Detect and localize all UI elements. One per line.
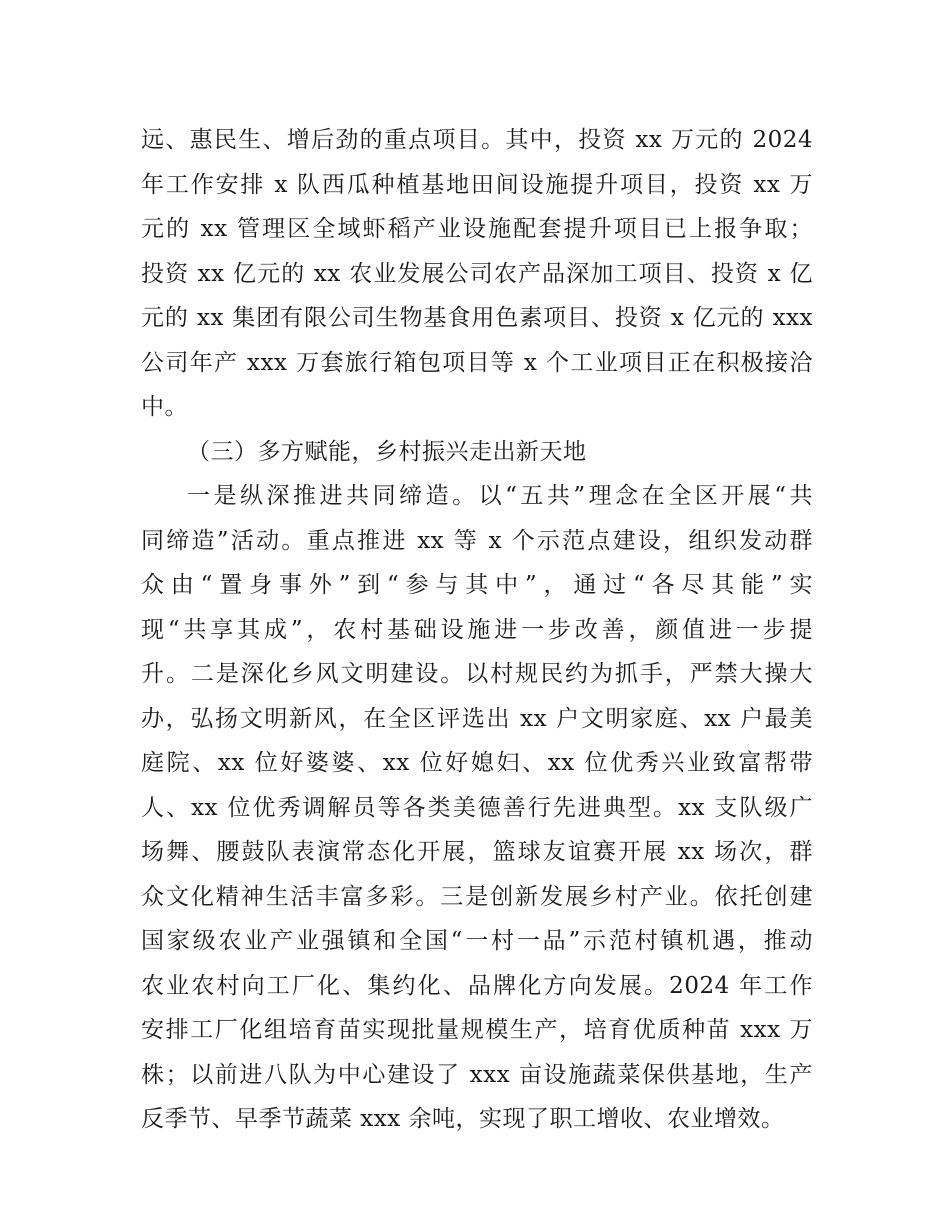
- text-line: 远、惠民生、增后劲的重点项目。其中，投资 xx 万元的 2024: [141, 127, 813, 153]
- text-line: 株；以前进八队为中心建设了 xxx 亩设施蔬菜保供基地，生产: [141, 1061, 813, 1088]
- text-line: 场舞、腰鼓队表演常态化开展，篮球友谊赛开展 xx 场次，群: [141, 839, 813, 865]
- text-line: 同缔造”活动。重点推进 xx 等 x 个示范点建设，组织发动群: [141, 527, 813, 554]
- text-line: 年工作安排 x 队西瓜种植基地田间设施提升项目，投资 xx 万: [141, 171, 813, 198]
- text-line: 元的 xx 管理区全域虾稻产业设施配套提升项目已上报争取；: [141, 216, 813, 242]
- text-line: 投资 xx 亿元的 xx 农业发展公司农产品深加工项目、投资 x 亿: [141, 260, 813, 287]
- text-line: 农业农村向工厂化、集约化、品牌化方向发展。2024 年工作: [141, 972, 813, 999]
- text-line: 庭院、xx 位好婆婆、xx 位好媳妇、xx 位优秀兴业致富帮带: [141, 750, 813, 776]
- document-body: [141, 118, 813, 1142]
- text-line: 反季节、早季节蔬菜 xxx 余吨，实现了职工增收、农业增效。: [141, 1106, 785, 1132]
- paragraph-projects: [141, 118, 813, 430]
- paragraph-rural-revitalization: [141, 474, 813, 1142]
- text-line: 一是纵深推进共同缔造。以“五共”理念在全区开展“共: [187, 483, 813, 509]
- section-heading: （三）多方赋能，乡村振兴走出新天地: [187, 438, 587, 465]
- text-line: 公司年产 xxx 万套旅行箱包项目等 x 个工业项目正在积极接洽: [141, 349, 813, 376]
- text-line: 升。二是深化乡风文明建设。以村规民约为抓手，严禁大操大: [141, 661, 813, 687]
- text-line: 元的 xx 集团有限公司生物基食用色素项目、投资 x 亿元的 xxx: [141, 305, 813, 331]
- text-line: 众由“置身事外”到“参与其中”，通过“各尽其能”实: [141, 572, 813, 598]
- text-line: 安排工厂化组培育苗实现批量规模生产，培育优质种苗 xxx 万: [141, 1017, 813, 1043]
- text-line: 众文化精神生活丰富多彩。三是创新发展乡村产业。依托创建: [141, 883, 813, 910]
- text-line: 现“共享其成”，农村基础设施进一步改善，颜值进一步提: [141, 616, 813, 643]
- text-line: 中。: [141, 394, 188, 420]
- text-line: 办，弘扬文明新风，在全区评选出 xx 户文明家庭、xx 户最美: [141, 705, 813, 732]
- text-line: 人、xx 位优秀调解员等各类美德善行先进典型。xx 支队级广: [141, 794, 813, 821]
- text-line: 国家级农业产业强镇和全国“一村一品”示范村镇机遇，推动: [141, 928, 813, 954]
